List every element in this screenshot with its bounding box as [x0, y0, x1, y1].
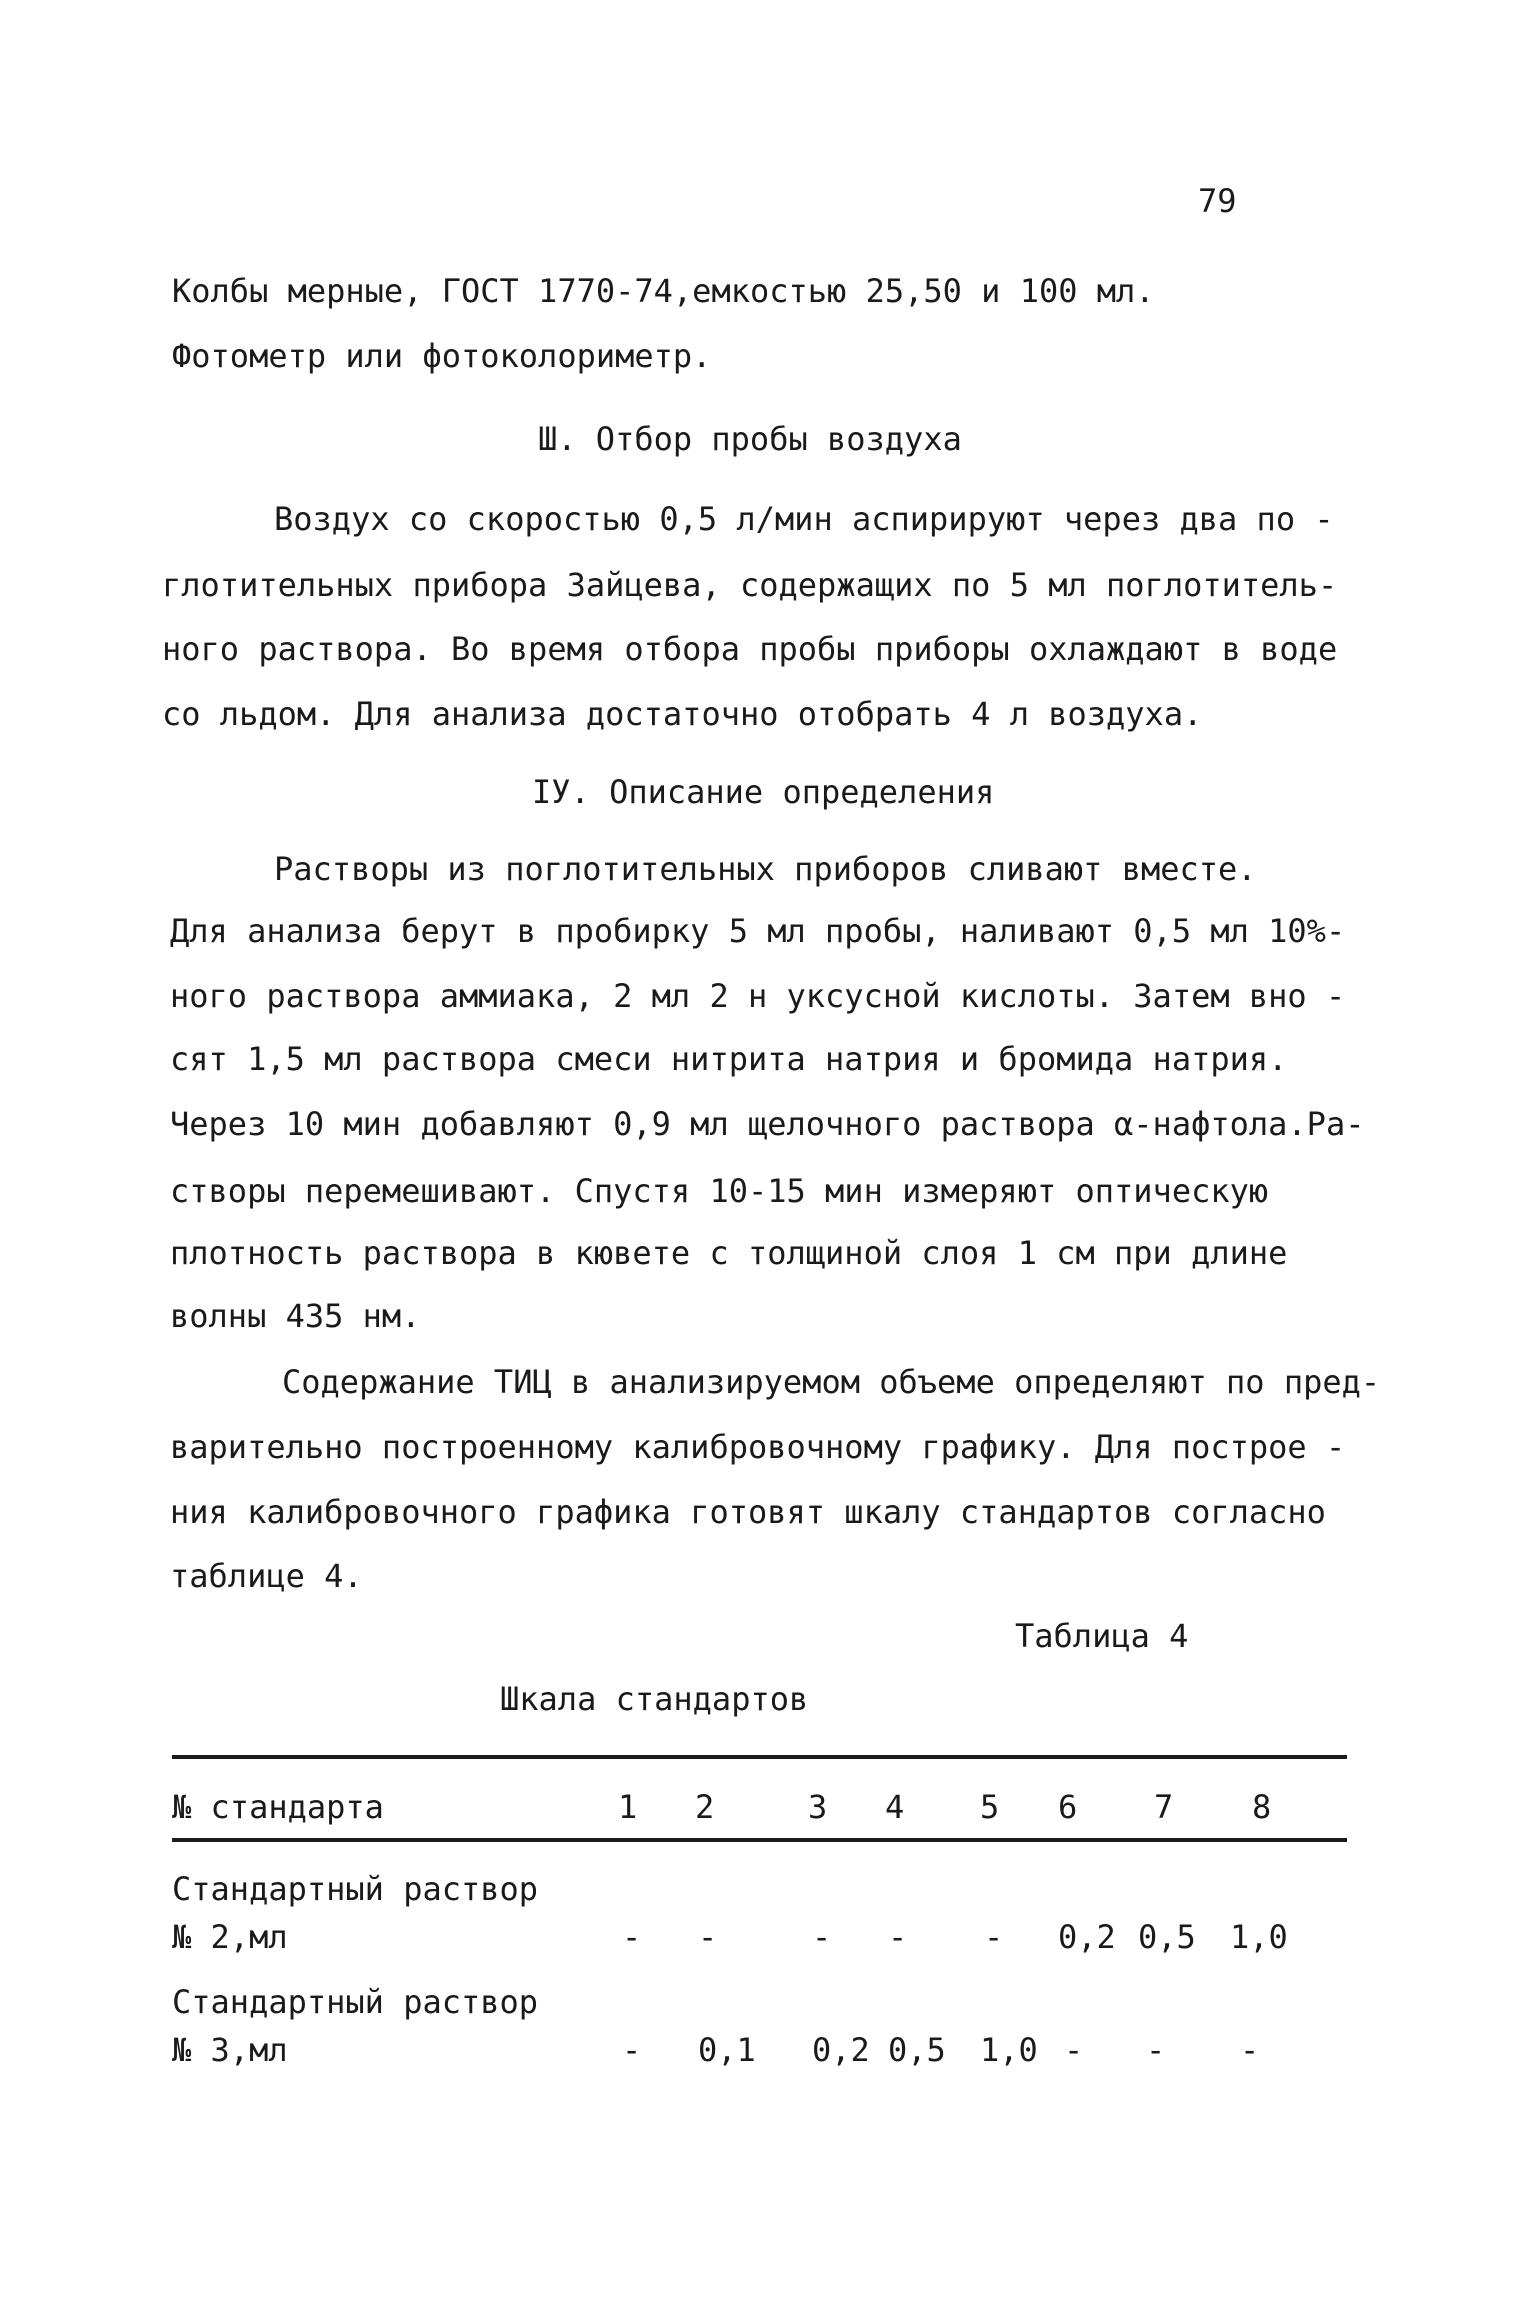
section-4-paragraph-2-line: Содержание ТИЦ в анализируемом объеме определяют по пред- — [282, 1363, 1381, 1401]
table-cell: 0,1 — [698, 2031, 756, 2069]
section-4-line: сят 1,5 мл раствора смеси нитрита натрия и бромида натрия. — [170, 1040, 1288, 1078]
section-3-heading: Ш. Отбор пробы воздуха — [538, 420, 962, 458]
table-cell: 0,2 — [812, 2031, 870, 2069]
section-4-line: Через 10 мин добавляют 0,9 мл щелочного раствора α-нафтола.Ра- — [170, 1105, 1365, 1143]
table-column-header: 8 — [1252, 1788, 1272, 1826]
table-column-header: 5 — [980, 1788, 1000, 1826]
table-cell: - — [812, 1918, 832, 1956]
section-4-heading: IУ. Описание определения — [532, 773, 995, 811]
page-number: 79 — [1198, 182, 1237, 220]
section-4-paragraph-2-line: варительно построенному калибровочному графику. Для построе - — [170, 1428, 1346, 1466]
table-column-header: 7 — [1154, 1788, 1174, 1826]
table-row-label: Стандартный раствор — [172, 1870, 539, 1908]
section-4-line: Растворы из поглотительных приборов сливают вместе. — [274, 850, 1257, 888]
section-4-paragraph-2-line: таблице 4. — [170, 1557, 363, 1595]
table-column-header: 3 — [808, 1788, 828, 1826]
table-label: Таблица 4 — [1015, 1617, 1189, 1655]
table-row-label: № 3,мл — [172, 2031, 288, 2069]
table-top-rule — [172, 1755, 1347, 1759]
table-column-header: 6 — [1058, 1788, 1078, 1826]
table-row-label: № 2,мл — [172, 1918, 288, 1956]
table-cell: - — [622, 1918, 642, 1956]
table-cell: - — [984, 1918, 1004, 1956]
section-3-line: ного раствора. Во время отбора пробы приборы охлаждают в воде — [162, 630, 1338, 668]
table-column-header: 1 — [618, 1788, 638, 1826]
section-4-line: волны 435 нм. — [170, 1297, 421, 1335]
table-cell: 1,0 — [1230, 1918, 1288, 1956]
section-4-line: плотность раствора в кювете с толщиной слоя 1 см при длине — [170, 1234, 1288, 1272]
section-4-line: ного раствора аммиака, 2 мл 2 н уксусной кислоты. Затем вно - — [170, 977, 1346, 1015]
table-cell: - — [1064, 2031, 1084, 2069]
table-header-label: № стандарта — [172, 1788, 384, 1826]
table-cell: - — [1146, 2031, 1166, 2069]
table-cell: - — [1240, 2031, 1260, 2069]
section-3-line: Воздух со скоростью 0,5 л/мин аспирируют через два по - — [274, 500, 1334, 538]
section-4-paragraph-2-line: ния калибровочного графика готовят шкалу стандартов согласно — [170, 1493, 1326, 1531]
equipment-line-1: Колбы мерные, ГОСТ 1770-74,емкостью 25,50 и 100 мл. — [172, 272, 1155, 310]
table-row-label: Стандартный раствор — [172, 1983, 539, 2021]
table-column-header: 4 — [885, 1788, 905, 1826]
section-3-line: глотительных прибора Зайцева, содержащих по 5 мл поглотитель- — [162, 566, 1338, 604]
table-cell: 0,5 — [888, 2031, 946, 2069]
table-cell: - — [888, 1918, 908, 1956]
table-title: Шкала стандартов — [500, 1680, 809, 1718]
equipment-line-2: Фотометр или фотоколориметр. — [172, 337, 712, 375]
table-cell: - — [698, 1918, 718, 1956]
table-header-rule — [172, 1838, 1347, 1842]
section-3-line: со льдом. Для анализа достаточно отобрать 4 л воздуха. — [162, 695, 1203, 733]
section-4-line: Для анализа берут в пробирку 5 мл пробы, наливают 0,5 мл 10%- — [170, 912, 1346, 950]
table-cell: - — [622, 2031, 642, 2069]
table-column-header: 2 — [695, 1788, 715, 1826]
table-cell: 0,2 — [1058, 1918, 1116, 1956]
table-cell: 1,0 — [980, 2031, 1038, 2069]
section-4-line: створы перемешивают. Спустя 10-15 мин измеряют оптическую — [170, 1172, 1269, 1210]
table-cell: 0,5 — [1138, 1918, 1196, 1956]
